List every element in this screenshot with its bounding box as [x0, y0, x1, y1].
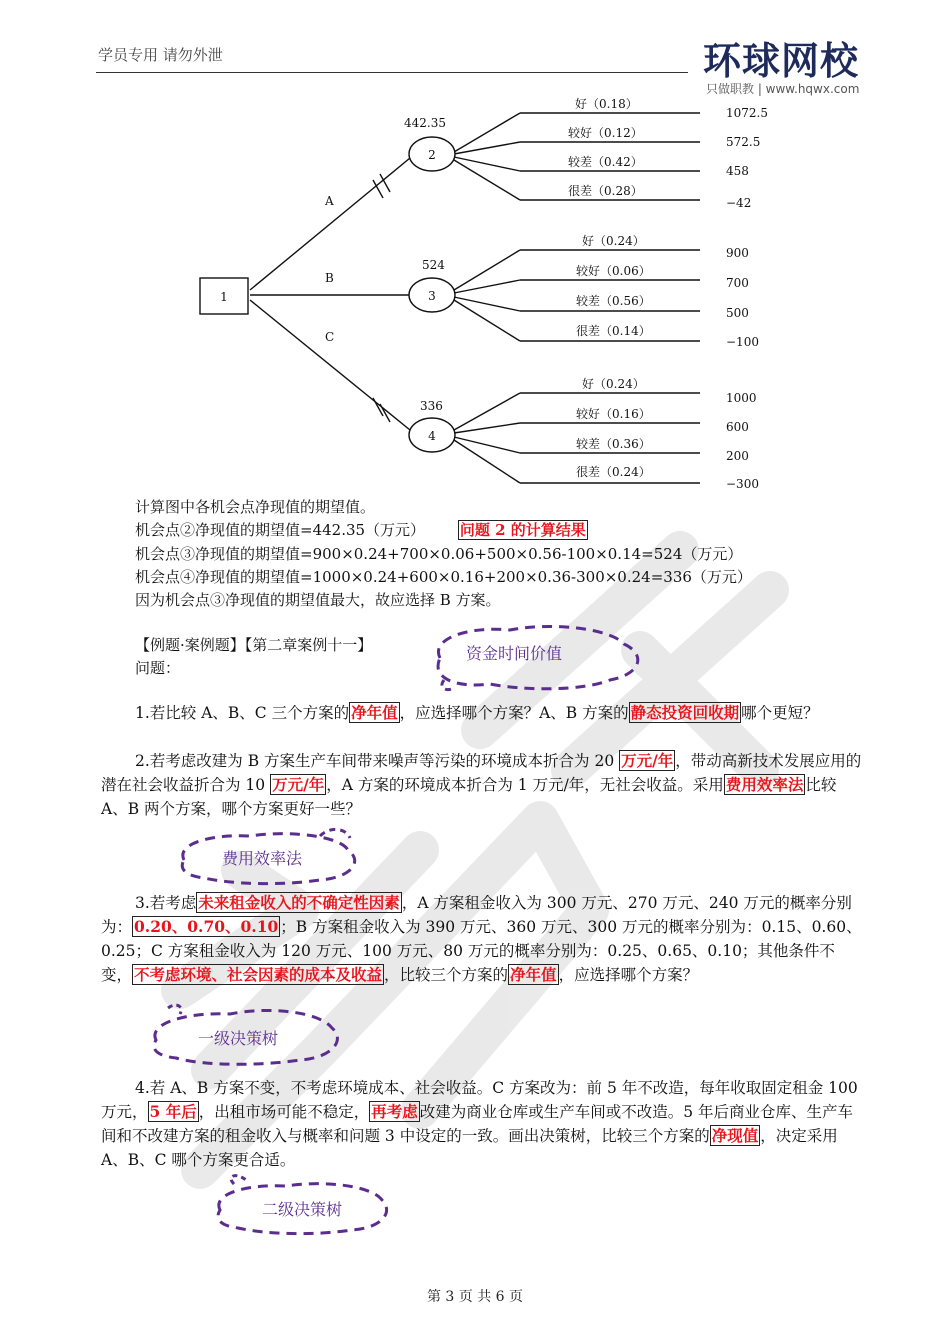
outcome-value: −300: [726, 477, 759, 491]
outcome-value: 458: [726, 164, 749, 178]
ev-node-4: 336: [420, 399, 443, 413]
q4-text-g: ，决定采用 A、B、C 哪个方案更合适。: [101, 1127, 838, 1169]
outcome-label: 好（0.24）: [582, 377, 645, 391]
q2-text-e: ，A 方案的环境成本折合为 1 万元/年，无社会收益。采用: [326, 776, 724, 794]
outcome-label: 很差（0.14）: [576, 324, 651, 338]
outcome-value: 1000: [726, 391, 757, 405]
q4-text-c: ，出租市场可能不稳定，: [198, 1103, 370, 1121]
calc-line-4: 机会点④净现值的期望值=1000×0.24+600×0.16+200×0.36-300×0.24=336（万元）: [135, 568, 752, 586]
outcome-label: 很差（0.24）: [576, 465, 651, 479]
q1-text-c: ，应选择哪个方案？A、B 方案的: [399, 704, 629, 722]
outcome-value: 900: [726, 246, 749, 260]
outcome-value: 1072.5: [726, 106, 768, 120]
page-footer: 第 3 页 共 6 页: [426, 1289, 524, 1305]
outcome-label: 很差（0.28）: [568, 184, 643, 198]
q3-text-a: 3.若考虑: [135, 894, 197, 912]
outcome-value: 700: [726, 276, 749, 290]
calc-line-1: 计算图中各机会点净现值的期望值。: [135, 498, 376, 516]
outcome-label: 较差（0.36）: [576, 437, 651, 451]
q3-text-e: ；B 方案租金收入为 390 万元、360 万元、300 万元的概率分别为：0.15、0.60、0.25；C 方案租金收入为 120 万元、100 万元、80 万元的概率分别为：0.25、0.65、0.10；其他条件不变，: [101, 918, 862, 984]
outcome-value: −100: [726, 335, 759, 349]
question-3: [101, 891, 863, 987]
q2-highlight-cost-efficiency: 费用效率法: [725, 775, 804, 794]
q3-highlight-uncertainty: 未来租金收入的不确定性因素: [198, 893, 400, 912]
header-divider: [96, 72, 688, 73]
decision-tree: [190, 90, 790, 500]
q4-text-a: 4.若 A、B 方案不变，不考虑环境成本、社会收益。C 方案改为：前 5 年不改造，每年收取固定租金 100 万元，: [101, 1079, 858, 1121]
outcome-value: −42: [726, 196, 752, 210]
q1-text-e: 哪个更短？: [741, 704, 819, 722]
q3-text-g: ，比较三个方案的: [384, 966, 509, 984]
branch-c-line: [250, 300, 410, 430]
q4-text-e: 改建为商业仓库或生产车间或不改造。5 年后商业仓库、生产车间和不改建方案的租金收入与概率和问题 3 中设定的一致。画出决策树，比较三个方案的: [101, 1103, 854, 1145]
q3-text-i: ，应选择哪个方案？: [558, 966, 699, 984]
q2-highlight-unit-2: 万元/年: [272, 775, 325, 794]
decision-node-label: 1: [220, 290, 228, 304]
branch-a-label: A: [325, 194, 334, 208]
ev-node-2: 442.35: [404, 116, 446, 130]
chance-node-3-label: 3: [428, 289, 436, 303]
q1-highlight-net-annual-value: 净年值: [351, 703, 398, 722]
chance-node-2-label: 2: [428, 148, 436, 162]
q3-highlight-net-annual-value: 净年值: [510, 965, 557, 984]
outcome-value: 500: [726, 306, 749, 320]
q4-highlight-reconsider: 再考虑: [371, 1102, 418, 1121]
brand-tagline: 只做职教 | www.hqwx.com: [706, 82, 860, 96]
q2-highlight-unit-1: 万元/年: [621, 751, 674, 770]
cloud-label-2: 费用效率法: [222, 849, 303, 868]
cloud-label-4: 二级决策树: [262, 1200, 343, 1219]
outcome-value: 600: [726, 420, 749, 434]
cloud-label-1: 资金时间价值: [466, 644, 563, 663]
example-title: 【例题·案例题】【第二章案例十一】: [135, 636, 373, 654]
outcome-label: 好（0.18）: [575, 97, 638, 111]
question-2: [101, 749, 863, 821]
outcome-value: 200: [726, 449, 749, 463]
question-1: [101, 701, 863, 725]
q3-text-c: ，A 方案租金收入为 300 万元、270 万元、240 万元的概率分别为：: [101, 894, 852, 936]
calc-line-3: 机会点③净现值的期望值=900×0.24+700×0.06+500×0.56-100×0.14=524（万元）: [135, 545, 743, 563]
ev-node-3: 524: [422, 258, 445, 272]
q4-highlight-after-5-years: 5 年后: [149, 1102, 197, 1121]
question-4: [101, 1076, 863, 1172]
calc-line-2: [135, 519, 588, 541]
outcome-value: 572.5: [726, 135, 761, 149]
q1-highlight-payback-period: 静态投资回收期: [630, 703, 740, 722]
q2-text-a: 2.若考虑改建为 B 方案生产车间带来噪声等污染的环境成本折合为 20: [135, 752, 620, 770]
outcome-label: 好（0.24）: [582, 234, 645, 248]
header-note: 学员专用 请勿外泄: [98, 46, 223, 64]
cloud-label-3: 一级决策树: [198, 1029, 279, 1048]
q3-highlight-exclusion: 不考虑环境、社会因素的成本及收益: [134, 965, 383, 984]
calc-result-tag: 问题 2 的计算结果: [459, 521, 586, 539]
q2-text-g: 比较 A、B 两个方案，哪个方案更好一些？: [101, 776, 837, 818]
q3-highlight-probabilities: 0.20、0.70、0.10: [134, 917, 279, 936]
outcome-label: 较好（0.12）: [568, 126, 643, 140]
chance-node-4-label: 4: [428, 429, 436, 443]
q4-highlight-npv: 净现值: [711, 1126, 759, 1145]
calc-line-2-text: 机会点②净现值的期望值=442.35（万元）: [135, 521, 426, 539]
outcome-label: 较差（0.42）: [568, 155, 643, 169]
prune-mark-a1: [373, 180, 383, 198]
outcome-label: 较好（0.16）: [576, 407, 651, 421]
prune-mark-a2: [380, 174, 390, 192]
question-label: 问题：: [135, 659, 181, 677]
branch-b-label: B: [325, 271, 334, 285]
brand-logo: 环球网校: [703, 39, 860, 83]
outcome-label: 较好（0.06）: [576, 264, 651, 278]
q2-text-c: ，带动高新技术发展应用的潜在社会收益折合为 10: [101, 752, 862, 794]
outcome-label: 较差（0.56）: [576, 294, 651, 308]
q1-text-a: 1.若比较 A、B、C 三个方案的: [135, 704, 350, 722]
calc-line-5: 因为机会点③净现值的期望值最大，故应选择 B 方案。: [135, 591, 501, 609]
branch-c-label: C: [325, 330, 335, 344]
